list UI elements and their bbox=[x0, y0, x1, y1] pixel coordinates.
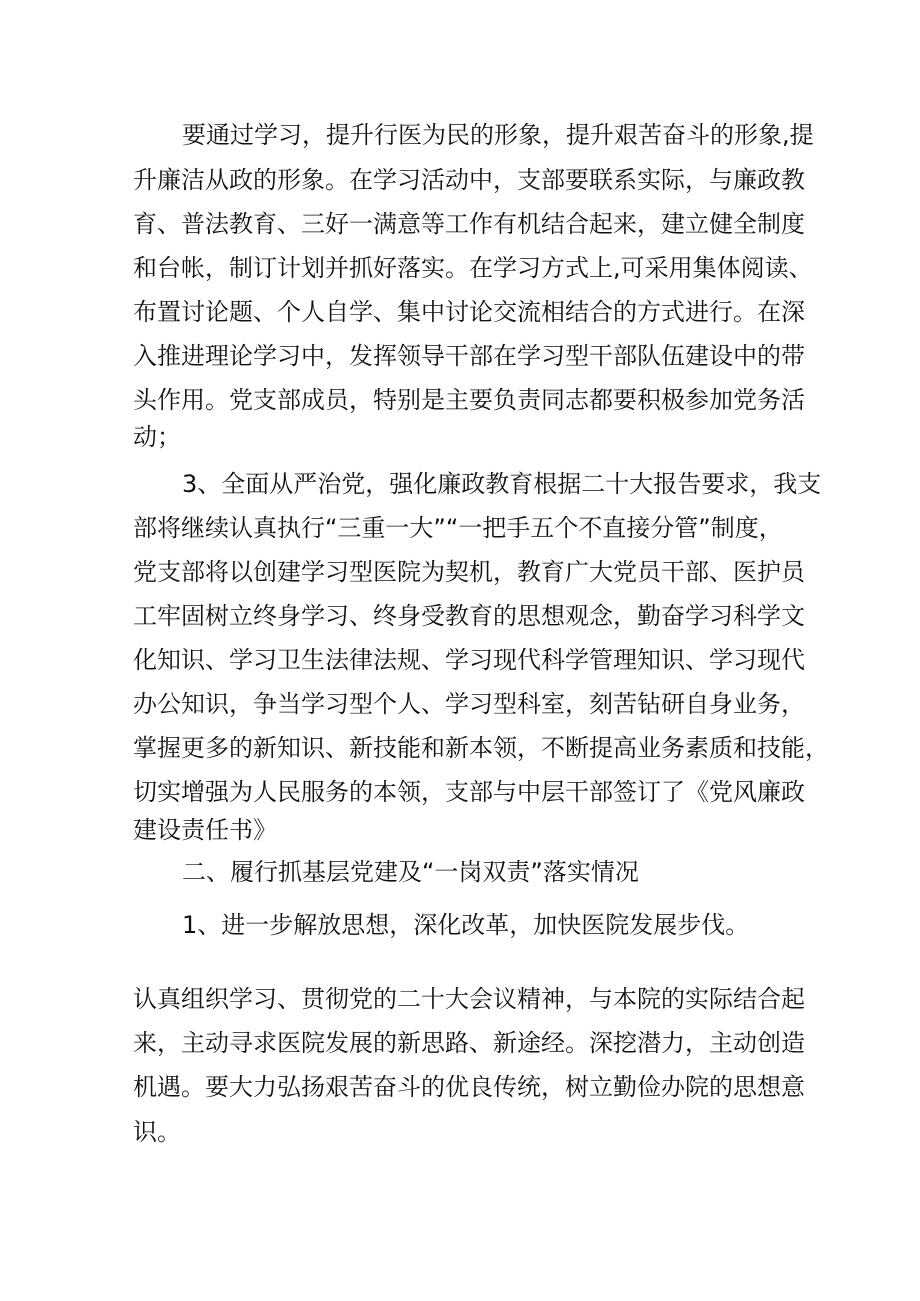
paragraph-line: 要通过学习，提升行医为民的形象，提升艰苦奋斗的形象,提 bbox=[182, 121, 814, 149]
paragraph-line: 建设责任书》 bbox=[133, 816, 277, 844]
paragraph-line: 办公知识，争当学习型个人、学习型科室，刻苦钻研自身业务， bbox=[133, 690, 805, 718]
paragraph-line: 动； bbox=[133, 423, 181, 451]
paragraph-line: 掌握更多的新知识、新技能和新本领，不断提高业务素质和技能， bbox=[133, 734, 829, 762]
paragraph-line: 部将继续认真执行“三重一大”“一把手五个不直接分管”制度， bbox=[133, 514, 783, 542]
paragraph-line: 识。 bbox=[133, 1118, 181, 1146]
paragraph-line: 布置讨论题、个人自学、集中讨论交流相结合的方式进行。在深 bbox=[133, 298, 805, 326]
section-heading: 二、履行抓基层党建及“一岗双责”落实情况 bbox=[182, 858, 639, 886]
paragraph-line: 机遇。要大力弘扬艰苦奋斗的优良传统，树立勤俭办院的思想意 bbox=[133, 1073, 805, 1101]
paragraph-line: 切实增强为人民服务的本领，支部与中层干部签订了《党风廉政 bbox=[133, 778, 805, 806]
paragraph-line: 来，主动寻求医院发展的新思路、新途经。深挖潜力，主动创造 bbox=[133, 1029, 805, 1057]
paragraph-line: 头作用。党支部成员，特别是主要负责同志都要积极参加党务活 bbox=[133, 386, 805, 414]
paragraph-line: 3、全面从严治党，强化廉政教育根据二十大报告要求，我支 bbox=[182, 470, 822, 498]
paragraph-line: 育、普法教育、三好一满意等工作有机结合起来，建立健全制度 bbox=[133, 210, 805, 238]
paragraph-line: 党支部将以创建学习型医院为契机，教育广大党员干部、医护员 bbox=[133, 558, 805, 586]
paragraph-line: 升廉洁从政的形象。在学习活动中，支部要联系实际，与廉政教 bbox=[133, 166, 805, 194]
subsection-heading: 1、进一步解放思想，深化改革，加快医院发展步伐。 bbox=[182, 911, 750, 939]
paragraph-line: 认真组织学习、贯彻党的二十大会议精神，与本院的实际结合起 bbox=[133, 985, 805, 1013]
paragraph-line: 化知识、学习卫生法律法规、学习现代科学管理知识、学习现代 bbox=[133, 646, 805, 674]
paragraph-line: 和台帐，制订计划并抓好落实。在学习方式上,可采用集体阅读、 bbox=[133, 254, 813, 282]
paragraph-line: 入推进理论学习中，发挥领导干部在学习型干部队伍建设中的带 bbox=[133, 342, 805, 370]
paragraph-line: 工牢固树立终身学习、终身受教育的思想观念，勤奋学习科学文 bbox=[133, 602, 805, 630]
